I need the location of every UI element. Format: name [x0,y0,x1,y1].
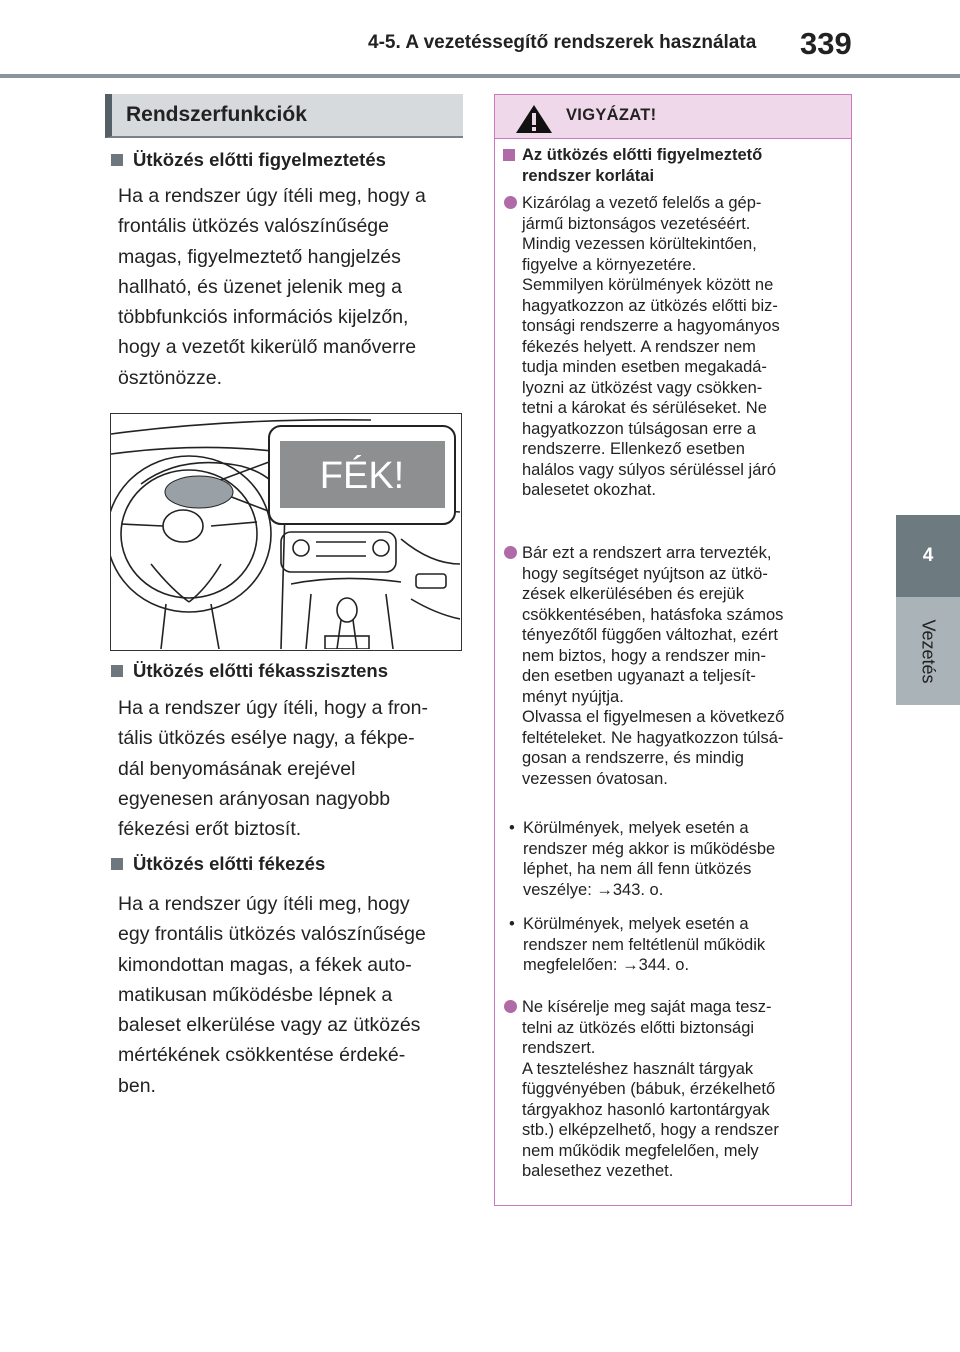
subheading-text: Ütközés előtti fékezés [133,853,326,874]
round-bullet-icon [504,1000,517,1013]
chapter-tab-number [896,515,960,597]
paragraph-precollision-warning: Ha a rendszer úgy ítéli meg, hogy a frontális ütközés valószínűsége magas, figyelmeztető hangjelzés hallható, és üzenet jelenik meg a többfunkciós információs kijelzőn, hogy a vezetőt kikerülő manőverre ösztönözze. [118,185,426,389]
paragraph-precollision-braking: Ha a rendszer úgy ítéli meg, hogy egy frontális ütközés valószínűsége kimondottan magas, a fékek auto- matikusan működésbe lépnek a baleset elkerülése vagy az ütközés mértékének csökkentése érdeké- ben. [118,893,426,1097]
caution-subheading-text: Az ütközés előtti figyelmeztető rendszer korlátai [522,146,763,185]
dashboard-illustration [110,413,462,651]
caution-bullet [506,818,846,900]
chapter-number-text: 4 [922,545,934,566]
subheading-precollision-warning [111,149,471,171]
caution-bullet-text: Körülmények, melyek esetén a rendszer nem feltétlenül működik megfelelően: →344. o. [523,915,766,974]
caution-item [503,543,843,789]
page-number: 339 [800,26,852,61]
section-heading [105,94,463,138]
caution-item [503,193,843,501]
caution-item [503,997,843,1182]
subheading-text: Ütközés előtti figyelmeztetés [133,149,386,170]
square-bullet-icon [503,149,515,161]
round-bullet-icon [504,196,517,209]
brake-warning-display-text: FÉK! [319,455,405,497]
bullet-marker: • [509,819,515,837]
caution-item-text: Ne kísérelje meg saját maga tesz- telni az ütközés előtti biztonsági rendszert. A teszteléshez használt tárgyak függvényében (bábuk, érzékelhető tárgyakhoz hasonló kartontárgyak stb.) elképzelhető, hogy a rendszer nem működik megfelelően, mely balesethez vezethet. [522,998,779,1180]
square-bullet-icon [111,154,123,166]
subheading-text: Ütközés előtti fékasszisztens [133,660,388,681]
caution-subheading [503,145,843,186]
caution-bullet [506,914,846,976]
bullet-marker: • [509,915,515,933]
chapter-tab-label [896,597,960,705]
warning-triangle-icon [515,104,553,139]
caution-item-text: Bár ezt a rendszert arra tervezték, hogy segítséget nyújtson az ütkö- zések elkerülésében és erejük csökkentésében, hatásfoka számos tényezőtől függően változhat, ezért nem biztos, hogy a rendszer min- den esetben ugyanazt a teljesít- ményt nyújtja. Olvassa el figyelmesen a következő feltételeket. Ne hagyatkozzon túlsá- gosan a rendszerre, és mindig vezessen óvatosan. [522,544,785,788]
caution-bullet-text: Körülmények, melyek esetén a rendszer még akkor is működésbe léphet, ha nem áll fenn ütközés veszélye: →343. o. [523,819,776,899]
chapter-label-text: Vezetés [918,618,939,684]
caution-title: VIGYÁZAT! [566,106,657,124]
dashboard-drawing [111,414,460,649]
square-bullet-icon [111,858,123,870]
paragraph-brake-assist: Ha a rendszer úgy ítéli, hogy a fron- tális ütközés esélye nagy, a fékpe- dál benyomásának erejével egyenesen arányosan nagyobb fékezési erőt biztosít. [118,697,428,841]
subheading-brake-assist [111,660,471,682]
section-heading-text: Rendszerfunkciók [126,103,307,126]
subheading-precollision-braking [111,853,471,875]
round-bullet-icon [504,546,517,559]
running-header-title: 4-5. A vezetéssegítő rendszerek használata [368,32,757,53]
caution-item-text: Kizárólag a vezető felelős a gép- jármű biztonságos vezetéséért. Mindig vezessen körültekintően, figyelve a környezetére. Semmilyen körülmények között ne hagyatkozzon az ütközés előtti biz- tonsági rendszerre a hagyományos fékezés helyett. A rendszer nem tudja minden esetben megakadá- lyozni az ütközést vagy csökken- tetni a károkat és sérüléseket. Ne hagyatkozzon túlságosan erre a rendszerre. Ellenkező esetben halálos vagy súlyos sérüléssel járó balesetet okozhat. [522,194,780,499]
square-bullet-icon [111,665,123,677]
header-rule [0,74,960,78]
